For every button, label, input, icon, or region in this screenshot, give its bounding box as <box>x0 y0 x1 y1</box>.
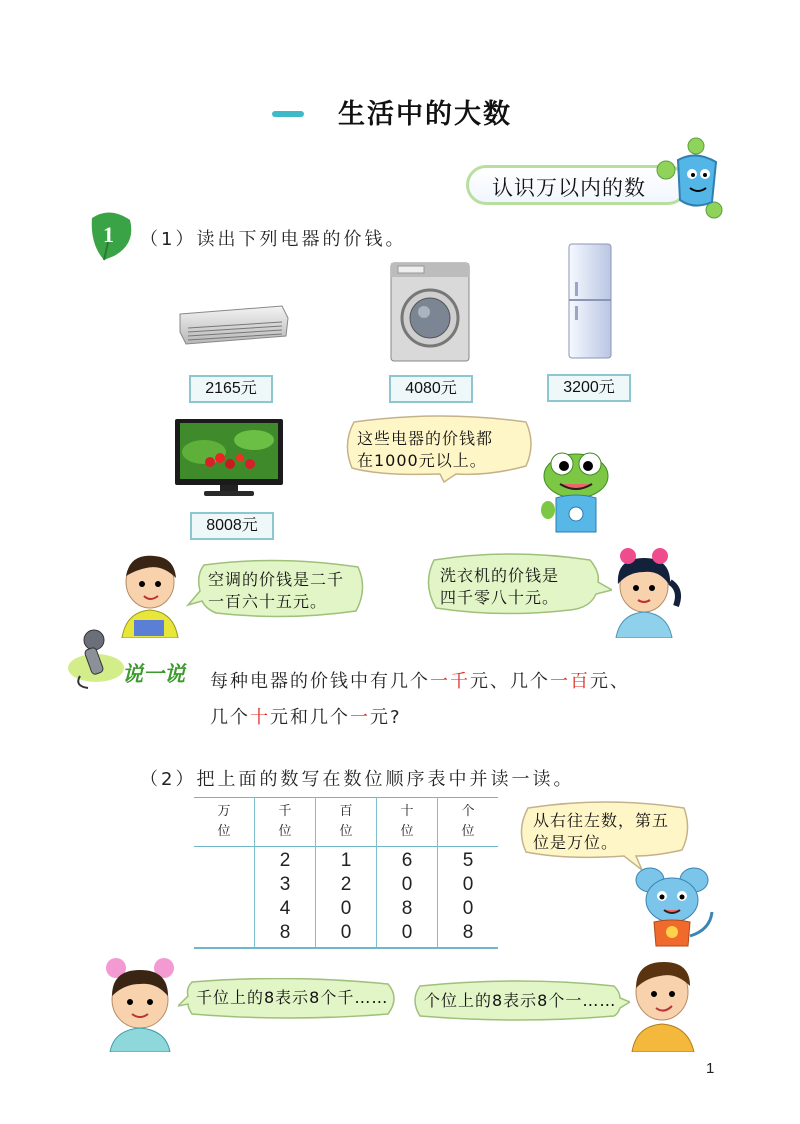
washing-machine-image <box>390 262 470 362</box>
frog-line-2: 在1000元以上。 <box>357 451 487 470</box>
digit: 2 <box>279 850 291 871</box>
price-washing-machine: 4080元 <box>389 375 473 403</box>
chapter-title: 生活中的大数 <box>338 99 512 130</box>
boy-bubble-text <box>208 569 344 613</box>
header-char: 个 <box>461 804 475 819</box>
girl2-bubble-text: 千位上的8表示8个千…… <box>196 988 389 1007</box>
digit: 0 <box>462 898 474 919</box>
boy2-bubble-text: 个位上的8表示8个一…… <box>424 991 617 1010</box>
header-shi <box>377 798 438 847</box>
header-char: 万 <box>217 804 231 819</box>
digit: 0 <box>340 922 352 943</box>
say-text-part: 元? <box>370 707 402 728</box>
digit: 8 <box>401 898 413 919</box>
girl-line-1: 洗衣机的价钱是 <box>440 566 560 585</box>
digit: 6 <box>401 850 413 871</box>
digit: 0 <box>340 898 352 919</box>
header-char: 位 <box>461 824 475 839</box>
question-1: （1）读出下列电器的价钱。 <box>140 229 407 250</box>
boy-character-image <box>116 552 186 638</box>
girl-bubble-text <box>440 565 559 609</box>
header-char: 百 <box>339 804 353 819</box>
air-conditioner-image <box>178 304 290 346</box>
column-wan <box>194 847 255 949</box>
mouse-bubble-text <box>533 810 669 854</box>
price-air-conditioner: 2165元 <box>189 375 273 403</box>
television-image <box>174 418 284 498</box>
frog-character-image <box>536 448 616 538</box>
digit: 0 <box>401 922 413 943</box>
say-text-highlight: 十 <box>250 707 270 728</box>
digit: 4 <box>279 898 291 919</box>
chapter-number-dash <box>272 111 304 117</box>
digit: 1 <box>340 850 352 871</box>
say-label: 说一说 <box>122 662 185 686</box>
header-ge <box>438 798 499 847</box>
mouse-line-1: 从右往左数，第五 <box>533 811 670 830</box>
table-header-row <box>194 798 498 847</box>
table-row <box>194 847 498 949</box>
digit: 8 <box>279 922 291 943</box>
say-text-part: 元、 <box>590 671 630 692</box>
girl-line-2: 四千零八十元。 <box>440 588 560 607</box>
girl2-character-image <box>100 956 182 1052</box>
say-text <box>210 664 630 736</box>
price-refrigerator: 3200元 <box>547 374 631 402</box>
say-text-highlight: 一千 <box>430 671 470 692</box>
section-banner-text: 认识万以内的数 <box>492 176 646 200</box>
frog-line-1: 这些电器的价钱都 <box>357 429 494 448</box>
header-char: 位 <box>217 824 231 839</box>
header-bai <box>316 798 377 847</box>
frog-bubble-text <box>357 428 493 472</box>
mouse-character-image <box>632 866 716 956</box>
example-number: 1 <box>103 222 114 247</box>
say-text-highlight: 一百 <box>550 671 590 692</box>
say-text-part: 元和几个 <box>270 707 350 728</box>
page-number: 1 <box>706 1060 715 1077</box>
header-char: 千 <box>278 804 292 819</box>
say-line-2 <box>210 700 630 736</box>
digit: 0 <box>401 874 413 895</box>
boy2-character-image <box>626 954 700 1052</box>
digit: 2 <box>340 874 352 895</box>
say-text-part: 每种电器的价钱中有几个 <box>210 671 430 692</box>
header-char: 十 <box>400 804 414 819</box>
digit: 8 <box>462 922 474 943</box>
place-value-table <box>194 797 498 949</box>
refrigerator-image <box>567 242 613 362</box>
boy-line-1: 空调的价钱是二千 <box>208 570 345 589</box>
column-qian <box>255 847 316 949</box>
column-ge <box>438 847 499 949</box>
header-wan <box>194 798 255 847</box>
question-2: （2）把上面的数写在数位顺序表中并读一读。 <box>140 769 575 790</box>
column-bai <box>316 847 377 949</box>
header-char: 位 <box>400 824 414 839</box>
say-text-part: 几个 <box>210 707 250 728</box>
microphone-icon <box>64 628 128 692</box>
header-char: 位 <box>339 824 353 839</box>
boy-line-2: 一百六十五元。 <box>208 592 328 611</box>
column-shi <box>377 847 438 949</box>
say-line-1 <box>210 664 630 700</box>
say-text-part: 元、几个 <box>470 671 550 692</box>
header-qian <box>255 798 316 847</box>
girl-character-image <box>608 546 682 638</box>
example-leaf-icon <box>86 210 134 262</box>
price-television: 8008元 <box>190 512 274 540</box>
header-char: 位 <box>278 824 292 839</box>
say-text-highlight: 一 <box>350 707 370 728</box>
mouse-line-2: 位是万位。 <box>533 833 619 852</box>
digit: 0 <box>462 874 474 895</box>
digit: 5 <box>462 850 474 871</box>
robot-mascot-icon <box>650 136 730 220</box>
digit: 3 <box>279 874 291 895</box>
